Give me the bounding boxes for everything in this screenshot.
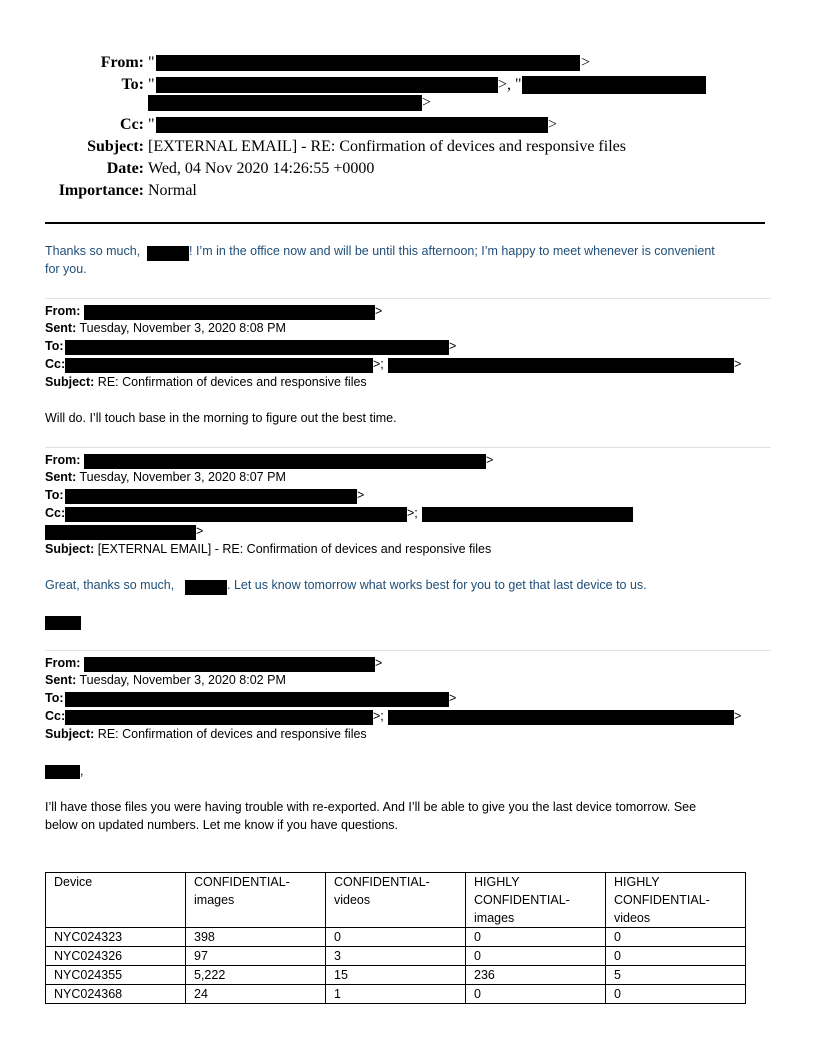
date-value: Wed, 04 Nov 2020 14:26:55 +0000 [148, 160, 375, 177]
redaction-block [422, 507, 633, 522]
message-body-rest: . Let us know tomorrow what works best for you to get that last device to us. [227, 578, 647, 592]
redaction-block [84, 657, 375, 672]
device-cell: NYC024355 [46, 966, 186, 985]
to-label: To: [45, 488, 64, 502]
subject-value: RE: Confirmation of devices and responsive files [97, 375, 367, 389]
reply-text-rest: ! I’m in the office now and will be until this afternoon; I’m happy to meet whenever is convenient [189, 244, 715, 258]
count-cell: 236 [466, 966, 606, 985]
header-cell: HIGHLY CONFIDENTIAL- videos [606, 873, 746, 928]
count-cell: 398 [186, 928, 326, 947]
from-label: From: [100, 54, 144, 71]
count-cell: 0 [466, 985, 606, 1004]
message-body-line-2: below on updated numbers. Let me know if you have questions. [45, 818, 398, 832]
table-row [46, 985, 746, 1004]
from-label: From: [45, 304, 81, 318]
count-cell: 0 [606, 947, 746, 966]
subject-label: Subject: [45, 375, 95, 389]
count-cell: 5,222 [186, 966, 326, 985]
header-divider [45, 222, 765, 224]
cc-label: Cc: [120, 116, 144, 133]
from-suffix: > [375, 656, 383, 670]
greeting-redaction [45, 765, 80, 779]
to-suffix: >, " [498, 76, 522, 93]
greeting-comma: , [80, 764, 84, 778]
count-cell: 0 [466, 928, 606, 947]
from-suffix: > [486, 453, 494, 467]
cc-suffix: > [734, 357, 742, 371]
sent-value: Tuesday, November 3, 2020 8:07 PM [79, 470, 286, 484]
redaction-block [45, 525, 196, 540]
count-cell: 15 [326, 966, 466, 985]
cc-quote: " [148, 116, 155, 133]
redaction-block [156, 55, 580, 71]
header-cell: CONFIDENTIAL- images [186, 873, 326, 928]
table-row [46, 947, 746, 966]
count-cell: 0 [606, 985, 746, 1004]
from-suffix: > [375, 304, 383, 318]
subject-value: [EXTERNAL EMAIL] - RE: Confirmation of devices and responsive files [97, 542, 492, 556]
table-row [46, 966, 746, 985]
to-label: To: [45, 691, 64, 705]
to-label: To: [45, 339, 64, 353]
to-label: To: [121, 76, 144, 93]
message-body-line-1: I’ll have those files you were having trouble with re-exported. And I’ll be able to give you the last device tomorrow. See [45, 800, 697, 814]
cc-separator: >; [373, 357, 384, 371]
cc-separator: >; [373, 709, 384, 723]
from-suffix: > [581, 54, 591, 71]
redaction-block [65, 340, 449, 355]
message-separator [45, 298, 771, 299]
device-cell: NYC024368 [46, 985, 186, 1004]
header-cell: Device [46, 873, 186, 928]
message-separator [45, 447, 771, 448]
redaction-block [147, 246, 189, 261]
reply-text-end: for you. [45, 262, 87, 276]
count-cell: 1 [326, 985, 466, 1004]
header-cell: CONFIDENTIAL- videos [326, 873, 466, 928]
redaction-block [65, 692, 449, 707]
sent-label: Sent: [45, 673, 77, 687]
redaction-block [388, 710, 734, 725]
redaction-block [65, 358, 373, 373]
message-body: Will do. I’ll touch base in the morning to figure out the best time. [45, 411, 397, 425]
sent-value: Tuesday, November 3, 2020 8:08 PM [79, 321, 286, 335]
redaction-block [185, 580, 227, 595]
subject-value: [EXTERNAL EMAIL] - RE: Confirmation of devices and responsive files [148, 138, 626, 155]
count-cell: 0 [466, 947, 606, 966]
to-quote: " [148, 76, 155, 93]
sent-label: Sent: [45, 470, 77, 484]
redaction-block [65, 489, 357, 504]
importance-value: Normal [148, 182, 197, 199]
redaction-block [65, 710, 373, 725]
cc-separator: >; [407, 506, 418, 520]
redaction-block [148, 95, 422, 111]
sent-value: Tuesday, November 3, 2020 8:02 PM [79, 673, 286, 687]
count-cell: 0 [326, 928, 466, 947]
count-cell: 24 [186, 985, 326, 1004]
redaction-block [84, 454, 486, 469]
subject-label: Subject: [45, 542, 95, 556]
count-cell: 5 [606, 966, 746, 985]
count-cell: 97 [186, 947, 326, 966]
device-cell: NYC024323 [46, 928, 186, 947]
redaction-block [388, 358, 734, 373]
signature-redaction [45, 616, 81, 630]
device-counts-table [45, 872, 746, 1004]
cc-label: Cc: [45, 357, 66, 371]
to-suffix-2: > [422, 94, 432, 111]
header-cell: HIGHLY CONFIDENTIAL- images [466, 873, 606, 928]
redaction-block [84, 305, 375, 320]
subject-label: Subject: [45, 727, 95, 741]
to-suffix: > [449, 339, 457, 353]
subject-value: RE: Confirmation of devices and responsive files [97, 727, 367, 741]
count-cell: 0 [606, 928, 746, 947]
message-separator [45, 650, 771, 651]
count-cell: 3 [326, 947, 466, 966]
redaction-block [156, 77, 498, 93]
from-label: From: [45, 453, 81, 467]
to-suffix: > [449, 691, 457, 705]
device-cell: NYC024326 [46, 947, 186, 966]
from-quote: " [148, 54, 155, 71]
cc-suffix: > [734, 709, 742, 723]
sent-label: Sent: [45, 321, 77, 335]
cc-label: Cc: [45, 709, 66, 723]
date-label: Date: [106, 160, 144, 177]
cc-suffix: > [548, 116, 558, 133]
from-label: From: [45, 656, 81, 670]
to-suffix: > [357, 488, 365, 502]
redaction-block [156, 117, 548, 133]
subject-label: Subject: [87, 138, 144, 155]
redaction-block [65, 507, 407, 522]
redaction-block [522, 76, 706, 94]
importance-label: Importance: [58, 182, 144, 199]
message-body-start: Great, thanks so much, [45, 578, 175, 592]
table-header-row [46, 873, 746, 928]
reply-text-start: Thanks so much, [45, 244, 141, 258]
table-row [46, 928, 746, 947]
cc-label: Cc: [45, 506, 66, 520]
cc-suffix: > [196, 524, 204, 538]
